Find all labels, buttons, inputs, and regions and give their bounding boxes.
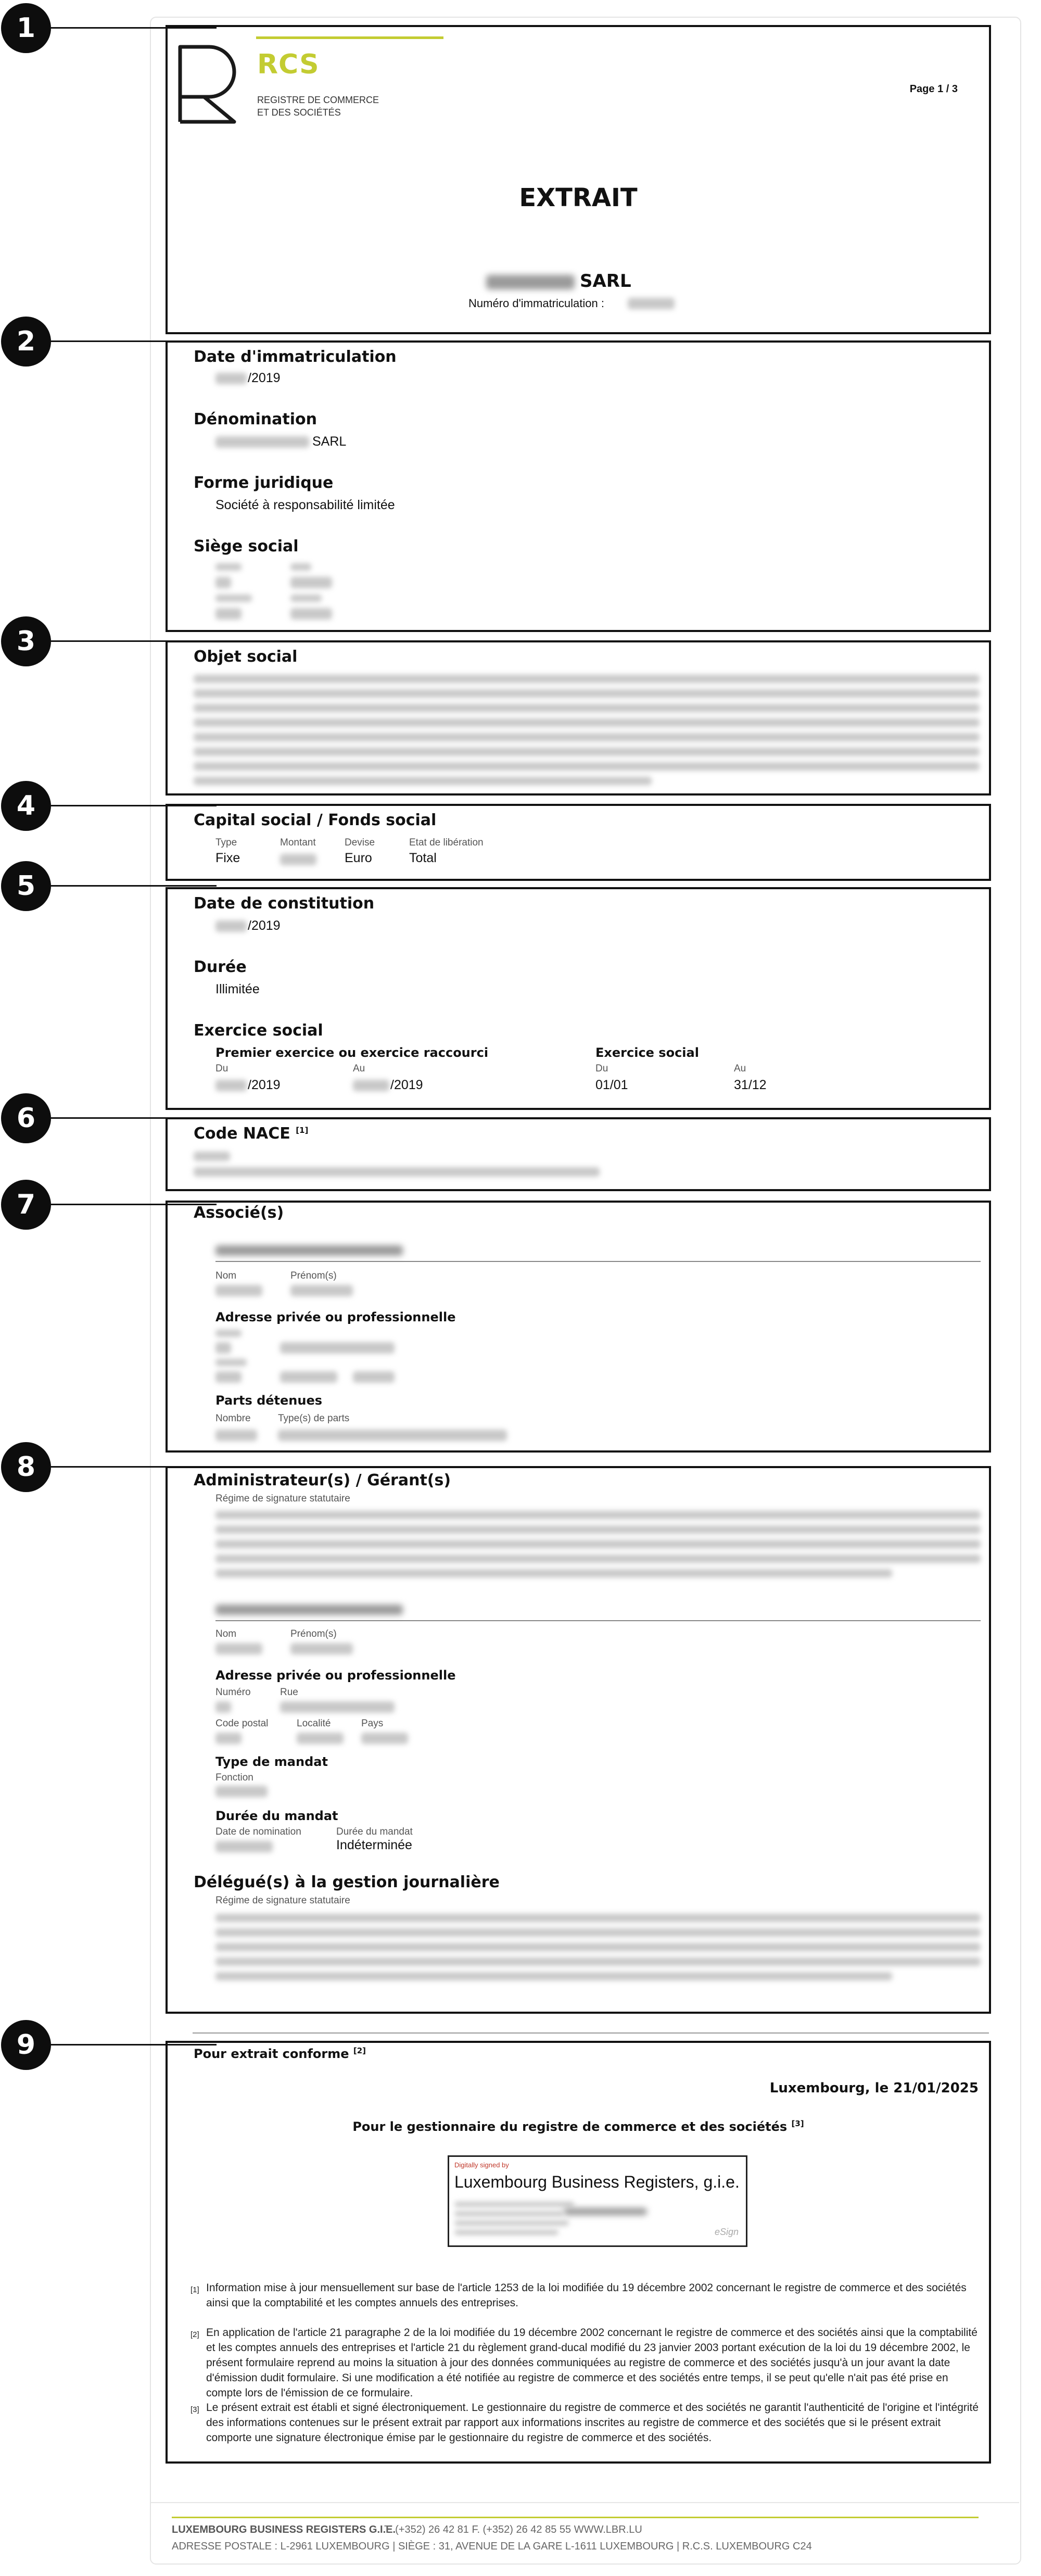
signature-meta-redacted bbox=[454, 2220, 569, 2226]
callout-badge-2: 2 bbox=[1, 317, 51, 367]
shares-number-redacted bbox=[215, 1430, 257, 1441]
shares-type-redacted bbox=[278, 1430, 507, 1441]
capital-currency-value: Euro bbox=[345, 851, 372, 865]
footer-company: LUXEMBOURG BUSINESS REGISTERS G.I.E. bbox=[172, 2524, 396, 2535]
capital-status-label: Etat de libération bbox=[409, 837, 484, 848]
mandate-duration-label: Durée du mandat bbox=[336, 1826, 413, 1837]
signature-regime-redacted bbox=[215, 1555, 981, 1563]
fiscal-year-from-value: 01/01 bbox=[595, 1078, 628, 1092]
signature-signer-name: Luxembourg Business Registers, g.i.e. bbox=[454, 2173, 740, 2191]
mandate-duration-value: Indéterminée bbox=[336, 1838, 412, 1852]
address-postcode-label: Code postal bbox=[215, 1718, 269, 1729]
shareholders-heading: Associé(s) bbox=[194, 1204, 284, 1222]
manager-postcode-redacted bbox=[215, 1733, 242, 1744]
office-street-redacted bbox=[290, 577, 332, 588]
registration-number-redacted bbox=[628, 298, 675, 309]
callout-badge-7: 7 bbox=[1, 1180, 51, 1230]
certified-extract-heading bbox=[194, 2046, 366, 2061]
nace-heading bbox=[194, 1125, 308, 1143]
capital-section bbox=[166, 804, 991, 881]
registration-date-redacted bbox=[215, 373, 247, 384]
address-number-label: Numéro bbox=[215, 1687, 251, 1698]
daily-management-redacted bbox=[215, 1943, 981, 1951]
capital-type-label: Type bbox=[215, 837, 237, 848]
daily-management-heading: Délégué(s) à la gestion journalière bbox=[194, 1873, 500, 1891]
signature-regime-redacted bbox=[215, 1569, 892, 1577]
logo-text: RCS bbox=[257, 49, 320, 80]
identity-section bbox=[166, 340, 991, 632]
callout-badge-8: 8 bbox=[1, 1442, 51, 1492]
manager-address-heading: Adresse privée ou professionnelle bbox=[215, 1668, 456, 1683]
first-year-from-label: Du bbox=[215, 1063, 228, 1074]
shareholder-name-redacted bbox=[215, 1245, 403, 1256]
capital-heading: Capital social / Fonds social bbox=[194, 811, 437, 829]
signature-meta-redacted bbox=[454, 2202, 574, 2207]
purpose-text-redacted bbox=[194, 748, 980, 756]
address-label-redacted bbox=[215, 1359, 247, 1366]
document-title: EXTRAIT bbox=[519, 183, 638, 212]
managers-section bbox=[166, 1466, 991, 2014]
office-label-redacted bbox=[215, 595, 252, 602]
signature-regime-redacted bbox=[215, 1511, 981, 1519]
manager-locality-redacted bbox=[297, 1733, 344, 1744]
signature-regime-redacted bbox=[215, 1540, 981, 1548]
address-postcode-redacted bbox=[215, 1371, 242, 1383]
office-locality-redacted bbox=[290, 608, 332, 620]
daily-management-redacted bbox=[215, 1958, 981, 1966]
manager-firstname-label: Prénom(s) bbox=[290, 1628, 337, 1639]
address-street-label: Rue bbox=[280, 1687, 298, 1698]
denomination-suffix: SARL bbox=[312, 434, 347, 449]
capital-status-value: Total bbox=[409, 851, 437, 865]
first-year-to-redacted bbox=[353, 1080, 389, 1091]
address-number-redacted bbox=[215, 1342, 231, 1354]
signature-meta-redacted bbox=[454, 2230, 558, 2235]
mandate-type-heading: Type de mandat bbox=[215, 1754, 328, 1769]
logo-accent-bar bbox=[256, 36, 443, 39]
duration-heading: Durée bbox=[194, 958, 247, 976]
callout-badge-9: 9 bbox=[1, 2020, 51, 2070]
shares-held-heading: Parts détenues bbox=[215, 1393, 323, 1408]
purpose-text-redacted bbox=[194, 718, 980, 727]
fiscal-year-heading: Exercice social bbox=[194, 1021, 323, 1040]
manager-firstname-redacted bbox=[290, 1643, 353, 1655]
capital-amount-label: Montant bbox=[280, 837, 316, 848]
nace-code-redacted bbox=[194, 1152, 230, 1161]
manager-divider bbox=[215, 1620, 981, 1621]
manager-name-label: Nom bbox=[215, 1628, 237, 1639]
company-legal-form: SARL bbox=[580, 271, 631, 292]
purpose-text-redacted bbox=[194, 704, 980, 712]
office-label-redacted bbox=[290, 563, 311, 571]
signature-regime-redacted bbox=[215, 1525, 981, 1534]
legal-form-heading: Forme juridique bbox=[194, 474, 334, 492]
fiscal-year-subheading: Exercice social bbox=[595, 1045, 699, 1060]
shareholder-divider bbox=[215, 1261, 981, 1262]
office-number-redacted bbox=[215, 577, 231, 588]
mandate-duration-heading: Durée du mandat bbox=[215, 1809, 338, 1823]
page-separator bbox=[193, 2032, 989, 2034]
manager-country-redacted bbox=[361, 1733, 408, 1744]
office-label-redacted bbox=[290, 595, 322, 602]
logo-subtitle-2: ET DES SOCIÉTÉS bbox=[257, 107, 341, 118]
signature-meta-redacted bbox=[454, 2211, 564, 2216]
esign-brand: eSign bbox=[714, 2227, 739, 2237]
manager-name-redacted bbox=[215, 1605, 403, 1615]
footer-contact: T. (+352) 26 42 81 F. (+352) 26 42 85 55 WWW.LBR.LU bbox=[384, 2524, 642, 2535]
callout-badge-5: 5 bbox=[1, 861, 51, 911]
manager-surname-redacted bbox=[215, 1643, 262, 1655]
address-street-redacted bbox=[280, 1342, 395, 1354]
nace-footnote-mark: [1] bbox=[296, 1126, 309, 1135]
footnote-1-mark: [1] bbox=[191, 2285, 199, 2294]
callout-badge-6: 6 bbox=[1, 1093, 51, 1143]
purpose-text-redacted bbox=[194, 733, 980, 741]
handwritten-signature-redacted bbox=[564, 2208, 647, 2215]
digital-signature-box bbox=[448, 2155, 747, 2247]
daily-management-redacted bbox=[215, 1928, 981, 1937]
place-and-date: Luxembourg, le 21/01/2025 bbox=[769, 2080, 979, 2096]
footnote-2-mark: [2] bbox=[191, 2330, 199, 2339]
callout-badge-4: 4 bbox=[1, 781, 51, 831]
function-redacted bbox=[215, 1786, 268, 1797]
signature-signed-by-label: Digitally signed by bbox=[454, 2161, 509, 2169]
registry-manager-note: [3] bbox=[791, 2119, 804, 2128]
logo-subtitle-1: REGISTRE DE COMMERCE bbox=[257, 95, 379, 105]
denomination-redacted bbox=[215, 436, 309, 448]
certification-section bbox=[166, 2041, 991, 2464]
rcs-logo-icon bbox=[173, 37, 251, 131]
manager-street-redacted bbox=[280, 1701, 395, 1713]
capital-currency-label: Devise bbox=[345, 837, 375, 848]
registration-date-heading: Date d'immatriculation bbox=[194, 348, 397, 366]
constitution-date-year: /2019 bbox=[248, 918, 281, 933]
header-section bbox=[166, 25, 991, 334]
callout-badge-1: 1 bbox=[1, 3, 51, 53]
daily-management-redacted bbox=[215, 1972, 892, 1980]
address-locality-label: Localité bbox=[297, 1718, 331, 1729]
shareholder-name-label: Nom bbox=[215, 1270, 237, 1281]
duration-value: Illimitée bbox=[215, 982, 260, 996]
registry-manager-text: Pour le gestionnaire du registre de commerce et des sociétés bbox=[352, 2119, 788, 2134]
appointment-date-label: Date de nomination bbox=[215, 1826, 301, 1837]
purpose-text-redacted bbox=[194, 777, 652, 785]
page-number: Page 1 / 3 bbox=[909, 83, 958, 95]
constitution-date-heading: Date de constitution bbox=[194, 894, 375, 913]
appointment-date-redacted bbox=[215, 1841, 273, 1852]
nace-section bbox=[166, 1117, 991, 1191]
shares-type-label: Type(s) de parts bbox=[278, 1413, 350, 1424]
address-country-redacted bbox=[353, 1371, 395, 1383]
signature-regime-label: Régime de signature statutaire bbox=[215, 1493, 350, 1504]
corporate-purpose-section bbox=[166, 640, 991, 795]
nace-heading-text: Code NACE bbox=[194, 1125, 290, 1143]
constitution-date-redacted bbox=[215, 920, 247, 932]
footnote-2-text: En application de l'article 21 paragraphe 2 de la loi modifiée du 19 décembre 2002 concernant le registre de commerce et des sociétés ainsi que la comptabilité et les comptes annuels des entreprises et l'article 21 du règlement grand-ducal modifié du 23 janvier 2003 portant exécution de la loi du 19 décembre 2002, le présent formulaire reprend au moins la situation à jour des données communiquées au registre de commerce et des sociétés jusqu'à un jour avant la date d'émission dudit formulaire. Si une modification a été notifiée au registre de commerce et des sociétés entre temps, il se peut qu'elle n'ait pas été prise en compte lors de l'émission de ce formulaire. bbox=[206, 2327, 977, 2399]
registered-office-heading: Siège social bbox=[194, 537, 299, 555]
first-year-to-year: /2019 bbox=[390, 1078, 423, 1092]
company-name-redacted bbox=[486, 275, 575, 289]
purpose-text-redacted bbox=[194, 675, 980, 683]
nace-description-redacted bbox=[194, 1167, 600, 1177]
callout-badge-3: 3 bbox=[1, 616, 51, 666]
footer-accent-bar bbox=[172, 2517, 979, 2518]
daily-management-regime-label: Régime de signature statutaire bbox=[215, 1895, 350, 1906]
capital-type-value: Fixe bbox=[215, 851, 240, 865]
constitution-section bbox=[166, 887, 991, 1110]
fiscal-year-from-label: Du bbox=[595, 1063, 608, 1074]
office-postcode-redacted bbox=[215, 608, 242, 620]
footer-address: ADRESSE POSTALE : L-2961 LUXEMBOURG | SIÈGE : 31, AVENUE DE LA GARE L-1611 LUXEMBOURG | R.C.S. LUXEMBOURG C24 bbox=[172, 2541, 812, 2552]
footer-divider bbox=[151, 2502, 1019, 2503]
certified-extract-text: Pour extrait conforme bbox=[194, 2047, 349, 2061]
capital-amount-redacted bbox=[280, 854, 316, 865]
callout-leader-5 bbox=[50, 885, 217, 887]
footnote-3-mark: [3] bbox=[191, 2405, 199, 2414]
shareholder-firstname-label: Prénom(s) bbox=[290, 1270, 337, 1281]
shareholders-section bbox=[166, 1201, 991, 1453]
registration-number-label: Numéro d'immatriculation : bbox=[468, 297, 604, 310]
address-label-redacted bbox=[215, 1330, 242, 1337]
corporate-purpose-heading: Objet social bbox=[194, 648, 298, 666]
first-year-from-year: /2019 bbox=[248, 1078, 281, 1092]
first-fiscal-year-heading: Premier exercice ou exercice raccourci bbox=[215, 1045, 489, 1060]
purpose-text-redacted bbox=[194, 689, 980, 698]
first-year-from-redacted bbox=[215, 1080, 247, 1091]
manager-number-redacted bbox=[215, 1701, 231, 1713]
footnote-3-text: Le présent extrait est établi et signé électroniquement. Le gestionnaire du registre de commerce et des sociétés ne garantit l'authenticité de l'origine et l'intégrité des informations contenues sur le présent extrait par rapport aux informations inscrites au registre de commerce et des sociétés que si le présent extrait comporte une signature électronique émise par le gestionnaire du registre de commerce et des sociétés. bbox=[206, 2402, 979, 2444]
certified-extract-note: [2] bbox=[353, 2046, 366, 2055]
first-year-to-label: Au bbox=[353, 1063, 365, 1074]
function-label: Fonction bbox=[215, 1772, 253, 1783]
address-locality-redacted bbox=[280, 1371, 337, 1383]
denomination-heading: Dénomination bbox=[194, 410, 317, 428]
footnote-1-text: Information mise à jour mensuellement sur base de l'article 1253 de la loi modifiée du 19 décembre 2002 concernant le registre de commerce et des sociétés ainsi que la comptabilité et les comptes annuels des entreprises. bbox=[206, 2282, 967, 2309]
fiscal-year-to-label: Au bbox=[734, 1063, 746, 1074]
registration-date-year: /2019 bbox=[248, 371, 281, 385]
registry-manager-line bbox=[168, 2119, 989, 2134]
office-label-redacted bbox=[215, 563, 242, 571]
managers-heading: Administrateur(s) / Gérant(s) bbox=[194, 1471, 451, 1489]
shares-number-label: Nombre bbox=[215, 1413, 251, 1424]
shareholder-address-heading: Adresse privée ou professionnelle bbox=[215, 1310, 456, 1324]
daily-management-redacted bbox=[215, 1914, 981, 1922]
shareholder-firstname-redacted bbox=[290, 1285, 353, 1296]
purpose-text-redacted bbox=[194, 762, 980, 771]
legal-form-value: Société à responsabilité limitée bbox=[215, 498, 395, 512]
fiscal-year-to-value: 31/12 bbox=[734, 1078, 767, 1092]
address-country-label: Pays bbox=[361, 1718, 384, 1729]
shareholder-surname-redacted bbox=[215, 1285, 262, 1296]
